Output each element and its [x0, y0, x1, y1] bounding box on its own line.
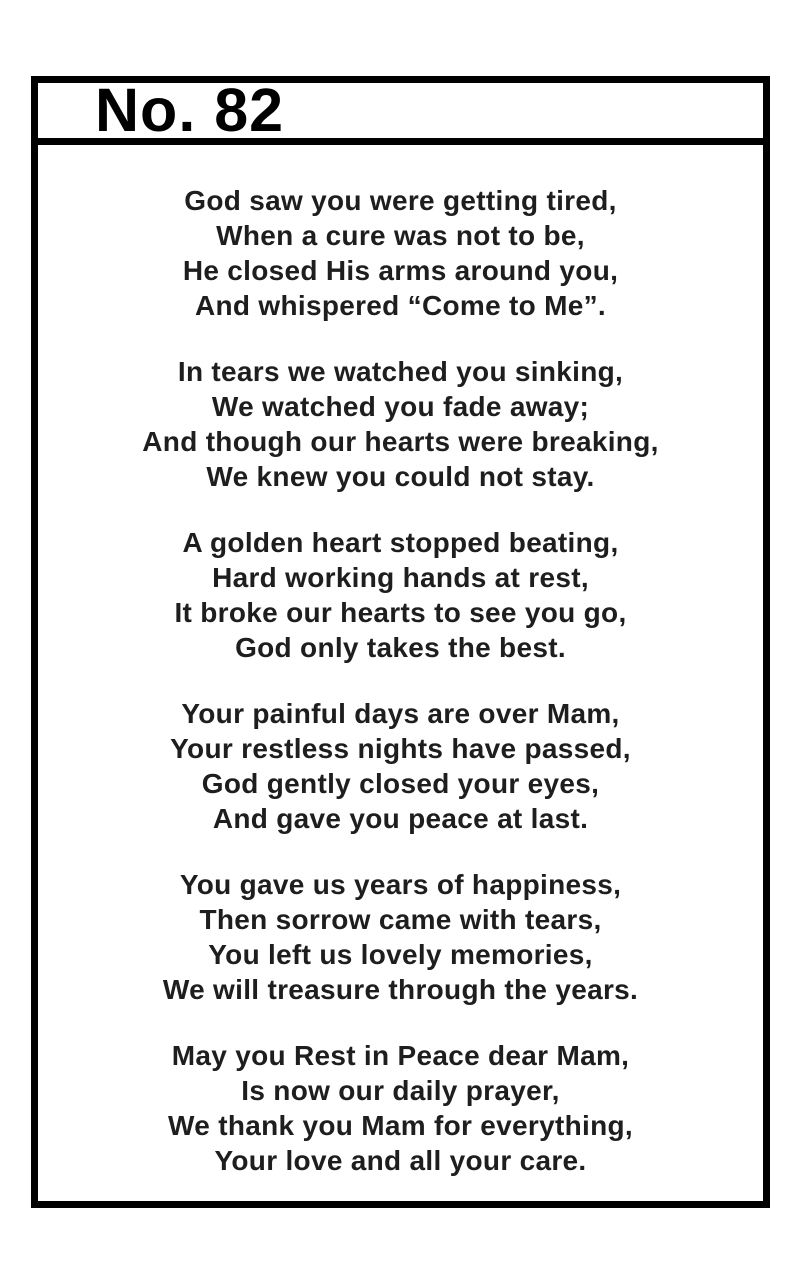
poem-line: We watched you fade away;	[211, 391, 590, 422]
poem-stanza-6	[38, 1038, 763, 1178]
poem-line: And whispered “Come to Me”.	[194, 290, 607, 321]
poem-body	[38, 145, 763, 1178]
poem-line: Your painful days are over Mam,	[181, 698, 620, 729]
poem-line: Your restless nights have passed,	[170, 733, 631, 764]
poem-line: Then sorrow came with tears,	[199, 904, 602, 935]
poem-line: We knew you could not stay.	[206, 461, 595, 492]
memorial-verse-card	[31, 76, 770, 1208]
poem-line: May you Rest in Peace dear Mam,	[171, 1040, 630, 1071]
poem-line: And gave you peace at last.	[212, 803, 589, 834]
poem-line: God only takes the best.	[235, 632, 566, 663]
poem-stanza-2	[38, 354, 763, 494]
poem-line: It broke our hearts to see you go,	[174, 597, 627, 628]
poem-line: You gave us years of happiness,	[179, 869, 622, 900]
poem-line: A golden heart stopped beating,	[182, 527, 619, 558]
poem-line: He closed His arms around you,	[182, 255, 619, 286]
poem-line: In tears we watched you sinking,	[177, 356, 624, 387]
poem-line: God saw you were getting tired,	[184, 185, 617, 216]
poem-stanza-4	[38, 696, 763, 836]
poem-stanza-1	[38, 183, 763, 323]
poem-line: God gently closed your eyes,	[201, 768, 600, 799]
poem-stanza-5	[38, 867, 763, 1007]
poem-line: We will treasure through the years.	[162, 974, 639, 1005]
poem-line: We thank you Mam for everything,	[168, 1110, 633, 1141]
poem-line: And though our hearts were breaking,	[142, 426, 659, 457]
poem-line: Your love and all your care.	[214, 1145, 587, 1176]
card-header	[38, 83, 763, 145]
page-title: No. 82	[95, 83, 285, 144]
poem-line: When a cure was not to be,	[216, 220, 585, 251]
poem-stanza-3	[38, 525, 763, 665]
poem-line: Hard working hands at rest,	[212, 562, 589, 593]
poem-line: Is now our daily prayer,	[241, 1075, 560, 1106]
poem-line: You left us lovely memories,	[208, 939, 593, 970]
